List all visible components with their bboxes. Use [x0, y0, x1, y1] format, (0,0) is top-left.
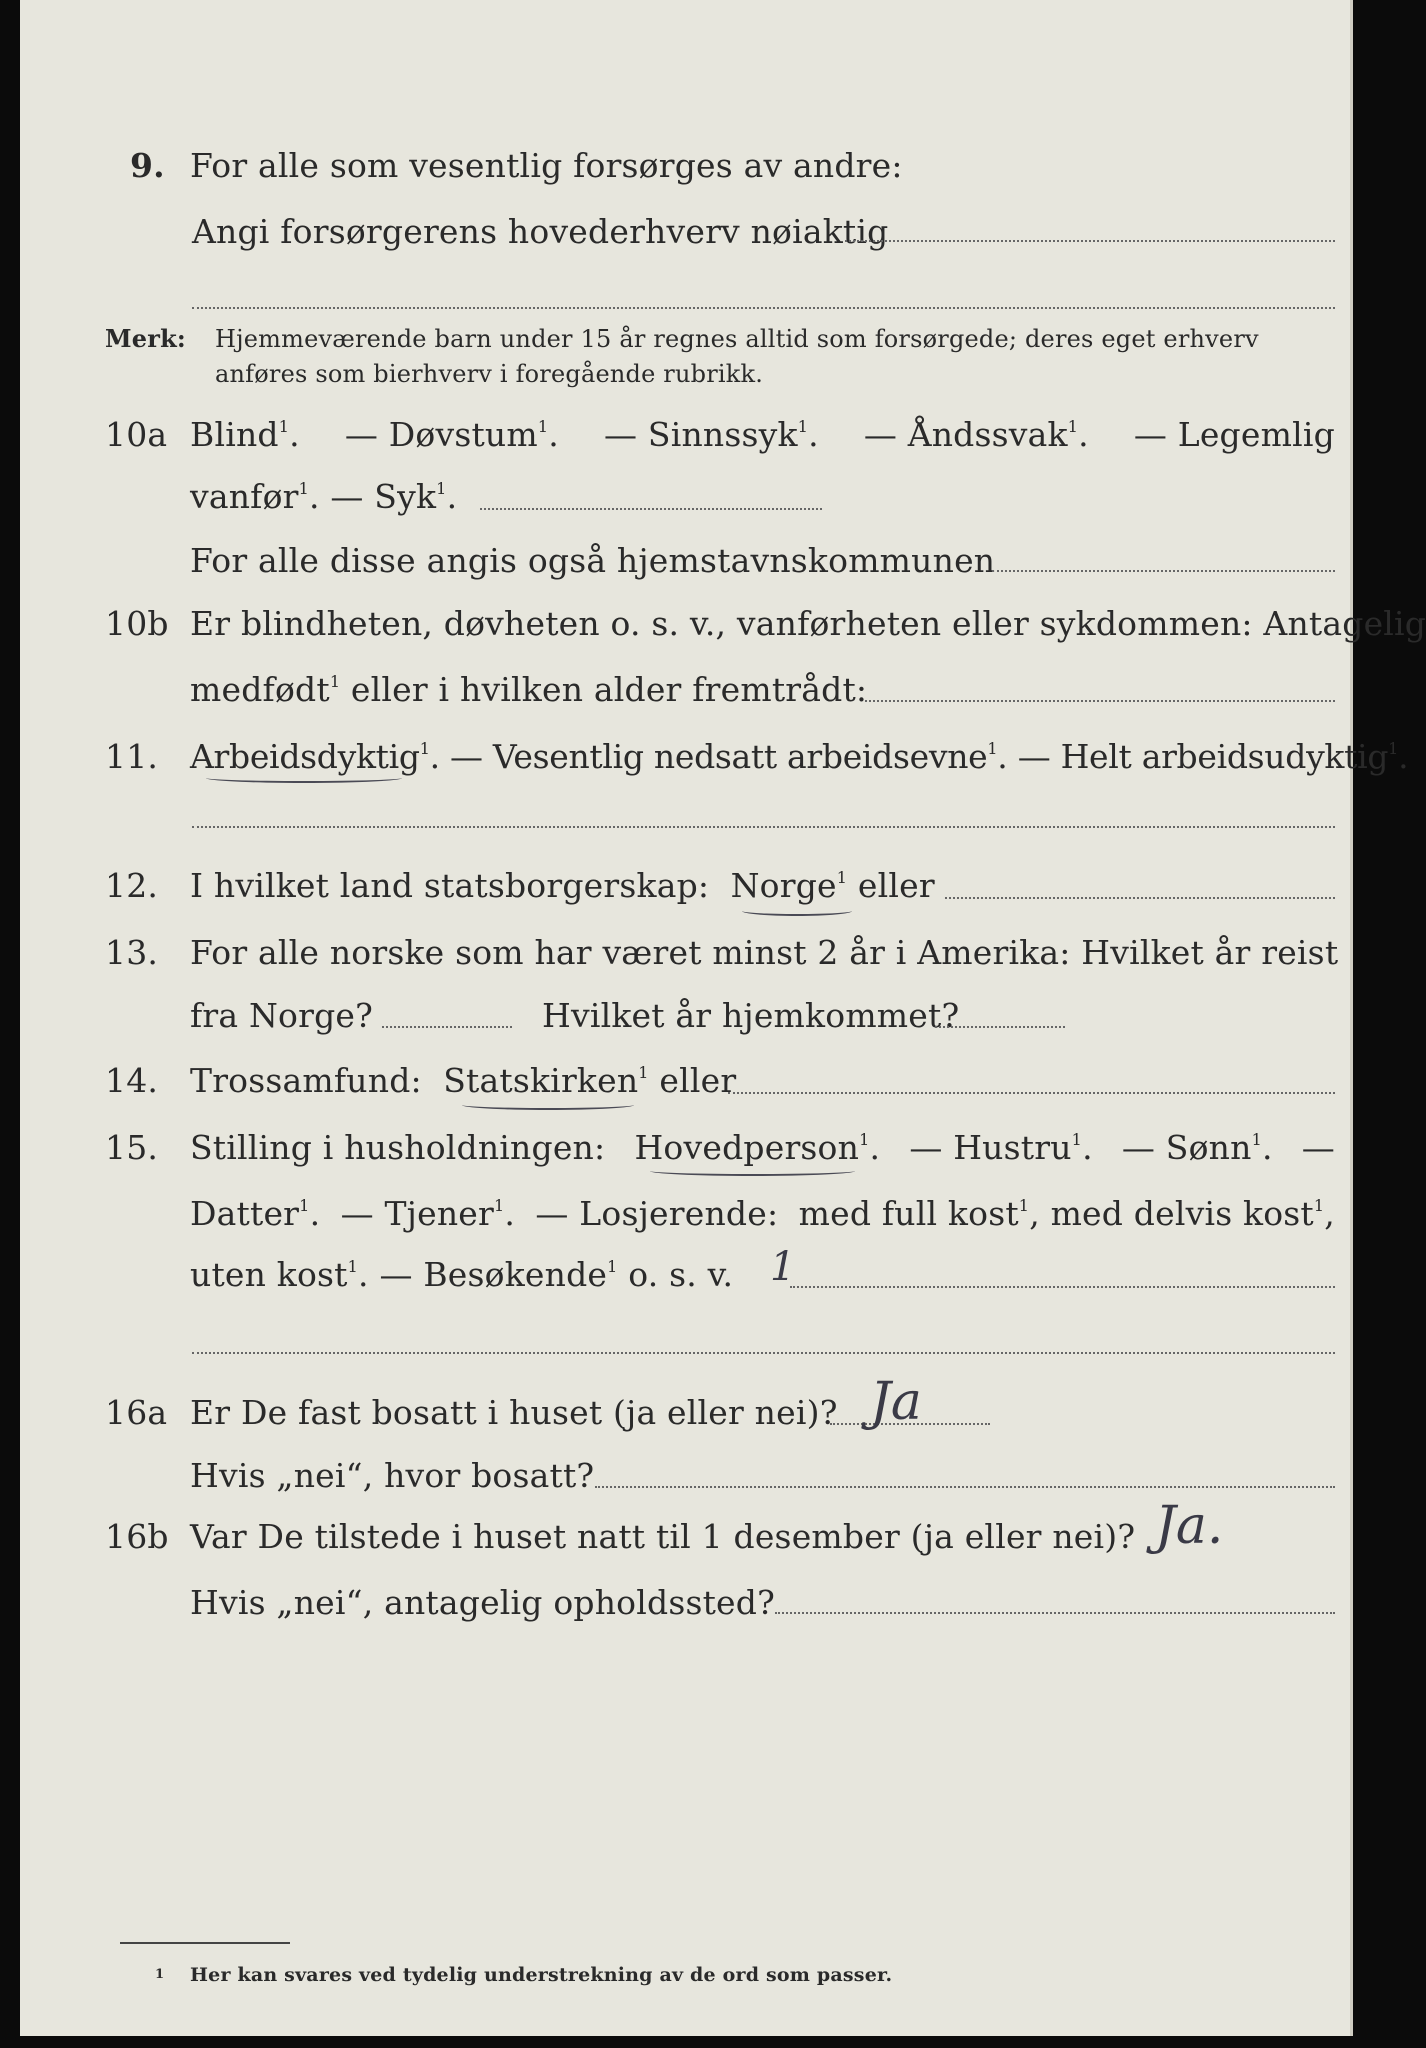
q14-answer-field[interactable] — [728, 1092, 1335, 1094]
q13-hjemkommet-label: Hvilket år hjemkommet? — [542, 996, 960, 1035]
q10a-answer-field[interactable] — [480, 508, 822, 510]
q16a-bosatt-label: Hvis „nei“, hvor bosatt? — [190, 1456, 595, 1495]
q12-answer-field[interactable] — [945, 897, 1335, 899]
merk-text-1: Hjemmeværende barn under 15 år regnes alltid som forsørgede; deres eget erhverv — [215, 325, 1259, 353]
q15-full-kost[interactable]: med full kost — [798, 1194, 1019, 1233]
footnote-mark: 1 — [155, 1967, 165, 1982]
q13-question: For alle norske som har været minst 2 år i Amerika: Hvilket år reist — [190, 933, 1339, 972]
q16b-opholdssted-field[interactable] — [775, 1612, 1335, 1614]
q16a-handwritten-answer: Ja — [870, 1372, 922, 1432]
q13-hjemkommet-field[interactable] — [935, 1026, 1065, 1028]
q12-number: 12. — [105, 866, 159, 905]
q15-datter[interactable]: Datter — [190, 1194, 300, 1233]
q10a-legemlig[interactable]: — Legemlig — [1133, 415, 1335, 454]
q10a-dovstum[interactable]: — Døvstum — [344, 415, 538, 454]
merk-text-2: anføres som bierhverv i foregående rubrikk. — [215, 360, 764, 388]
q9-answer-field[interactable] — [845, 240, 1335, 242]
q15-uten-kost[interactable]: uten kost — [190, 1255, 348, 1294]
q10a-syk[interactable]: — Syk — [330, 477, 437, 516]
q9-answer-field-2[interactable] — [192, 307, 1335, 309]
q15-hovedperson[interactable]: Hovedperson — [634, 1128, 860, 1167]
q11-arbeidsdyktig[interactable]: Arbeidsdyktig — [190, 737, 420, 776]
q15-sonn[interactable]: — Sønn — [1121, 1128, 1252, 1167]
q16b-opholdssted-label: Hvis „nei“, antagelig opholdssted? — [190, 1583, 775, 1622]
q12-handwritten-underline — [742, 906, 852, 916]
q12-label: I hvilket land statsborgerskap: — [190, 866, 710, 905]
q10b-question: Er blindheten, døvheten o. s. v., vanførheten eller sykdommen: Antagelig — [190, 604, 1426, 643]
q10b-number: 10b — [105, 604, 169, 643]
q15-losjerende: — Losjerende: — [535, 1194, 779, 1233]
q13-reist-label: fra Norge? — [190, 996, 374, 1035]
q10a-kommune-field[interactable] — [992, 570, 1335, 572]
q16a-question: Er De fast bosatt i huset (ja eller nei)? — [190, 1393, 838, 1432]
q15-handwritten-answer: 1 — [770, 1244, 796, 1290]
q16a-number: 16a — [105, 1393, 168, 1432]
q12-norge[interactable]: Norge — [730, 866, 837, 905]
q10a-number: 10a — [105, 415, 168, 454]
census-form-sheet: 9. For alle som vesentlig forsørges av andre: Angi forsørgerens hovederhverv nøiaktig Merk: Hjemmeværende barn under 15 år regnes alltid som forsørgede; deres eget erhverv anføres som bierhverv i foregående rubrikk. 10a Blind$^1$. — Døvstum$^1$. — Sinnssyk$^1$. — Åndssvak$^1$. — Legemlig vanfør$^1$. — Syk$^1$. For alle disse angis også hjemstavnskommunen 10b Er blindheten, døvheten o. s. v., vanførheten eller sykdommen: Antagelig medfødt$^1$ eller i hvilken alder fremtrådt: 11. Arbeidsdyktig$^1$. — Vesentlig nedsatt arbeidsevne$^1$. — Helt arbeidsudyktig$^1$. 12. I hvilket land statsborgerskap: Norge$^1$ eller 13. For alle norske som har været minst 2 år i Amerika: Hvilket år reist fra Norge? Hvilket år hjemkommet? 14. Trossamfund: Statskirken$^1$ eller 15. Stilling i husholdningen: Hovedperson$^1$. — Hustru$^1$. — Sønn$^1$. — Datter$^1$. — Tjener$^1$. — Losjerende: med full kost$^1$, med delvis kost$^1$, uten kost$^1$. — Besøkende$^1$ o. s. v. 1 16a Er De fast bosatt i huset (ja eller nei)? Ja Hvis „nei“, hvor bosatt? 16b Var De tilstede i huset natt til 1 desember (ja eller nei)? Ja. Hvis „nei“, antagelig opholdssted? 1 Her kan svares ved tydelig understrekning av de ord som passer. — [20, 0, 1353, 2036]
q14-handwritten-underline — [462, 1100, 634, 1110]
q13-number: 13. — [105, 933, 159, 972]
q14-eller: eller — [659, 1061, 737, 1100]
merk-label: Merk: — [105, 324, 186, 353]
q14-number: 14. — [105, 1061, 159, 1100]
q14-statskirken[interactable]: Statskirken — [443, 1061, 639, 1100]
q13-reist-field[interactable] — [382, 1026, 512, 1028]
q9-heading: For alle som vesentlig forsørges av andre: — [190, 146, 903, 185]
q11-udyktig[interactable]: — Helt arbeidsudyktig — [1017, 737, 1389, 776]
q11-answer-field[interactable] — [192, 826, 1335, 828]
q15-answer-field[interactable] — [790, 1286, 1335, 1288]
footnote-rule — [120, 1942, 290, 1944]
q10a-sinnssyk[interactable]: — Sinnssyk — [604, 415, 798, 454]
q16b-number: 16b — [105, 1517, 169, 1556]
q10a-vanfor[interactable]: vanfør — [190, 477, 299, 516]
q15-delvis-kost[interactable]: , med delvis kost — [1029, 1194, 1314, 1233]
q16a-bosatt-field[interactable] — [595, 1486, 1335, 1488]
q9-number: 9. — [130, 146, 165, 185]
q11-handwritten-underline — [206, 773, 402, 783]
q16b-handwritten-answer: Ja. — [1155, 1496, 1224, 1556]
q10a-kommune-label: For alle disse angis også hjemstavnskommunen — [190, 541, 996, 580]
q15-label: Stilling i husholdningen: — [190, 1128, 606, 1167]
footnote-text: Her kan svares ved tydelig understrekning av de ord som passer. — [190, 1964, 893, 1986]
q10a-blind[interactable]: Blind — [190, 415, 279, 454]
q15-dash: — — [1301, 1128, 1335, 1167]
q11-nedsatt[interactable]: — Vesentlig nedsatt arbeidsevne — [449, 737, 988, 776]
q15-hustru[interactable]: — Hustru — [909, 1128, 1072, 1167]
q9-label: Angi forsørgerens hovederhverv nøiaktig — [192, 212, 889, 251]
q11-number: 11. — [105, 737, 159, 776]
q15-osv: o. s. v. — [628, 1255, 734, 1294]
q14-label: Trossamfund: — [190, 1061, 422, 1100]
q10b-alder-label: eller i hvilken alder fremtrådt: — [350, 670, 868, 709]
q15-answer-field-2[interactable] — [192, 1352, 1335, 1354]
q10a-andssvak[interactable]: — Åndssvak — [863, 415, 1068, 454]
q10b-medfodt[interactable]: medfødt — [190, 670, 330, 709]
q15-besokende[interactable]: — Besøkende — [379, 1255, 608, 1294]
q15-tjener[interactable]: — Tjener — [340, 1194, 494, 1233]
q10b-answer-field[interactable] — [865, 700, 1335, 702]
q15-number: 15. — [105, 1128, 159, 1167]
q12-eller: eller — [857, 866, 935, 905]
q16b-question: Var De tilstede i huset natt til 1 desember (ja eller nei)? — [190, 1517, 1136, 1556]
q15-handwritten-underline — [650, 1166, 855, 1176]
